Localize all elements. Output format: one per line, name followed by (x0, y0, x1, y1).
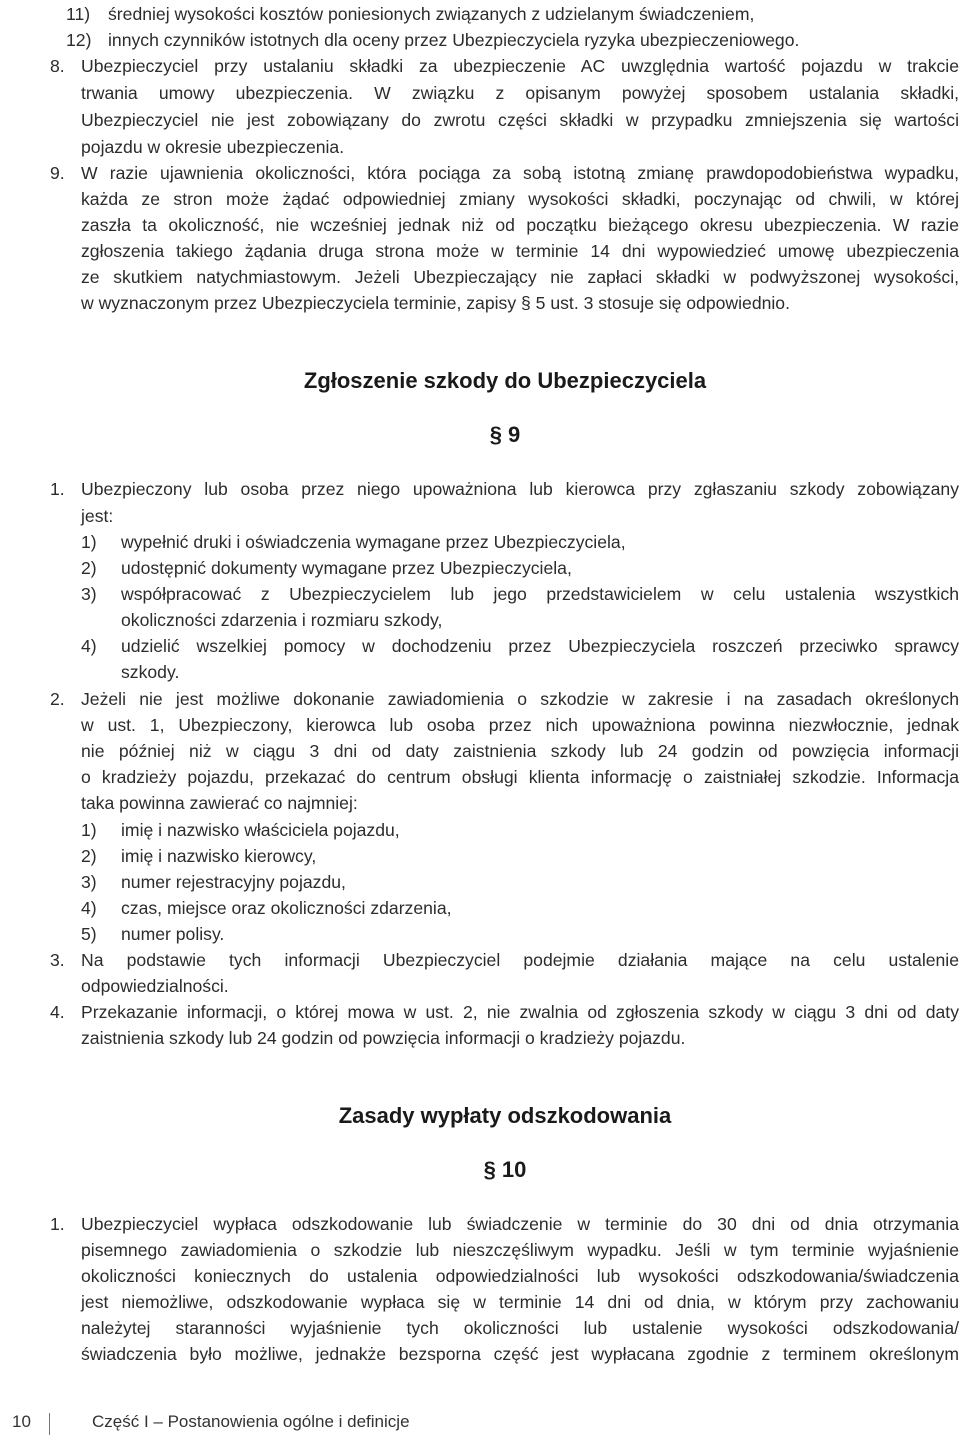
list-item-text: imię i nazwisko właściciela pojazdu, (121, 820, 400, 840)
page-number: 10 (12, 1412, 31, 1431)
paragraph-number: 3. (50, 950, 65, 970)
paragraph-line: nie później niż w ciągu 3 dni od daty zaistnienia szkody lub 24 godzin od powzięcia informacji (81, 741, 959, 761)
paragraph-line: w ust. 1, Ubezpieczony, kierowca lub osoba przez nich upoważniona powinna niezwłocznie, jednak (81, 715, 959, 735)
list-number: 3) (81, 872, 97, 892)
list-number: 4) (81, 898, 97, 918)
list-item-text: czas, miejsce oraz okoliczności zdarzenia, (121, 898, 452, 918)
paragraph-line: o kradzieży pojazdu, przekazać do centrum obsługi klienta informację o zaistniałej szkodzie. Informacja (81, 767, 959, 787)
list-number: 4) (81, 636, 97, 656)
paragraph-line: zgłoszenia takiego żądania druga strona może w terminie 14 dni wypowiedzieć umowę ubezpieczenia (81, 241, 959, 261)
section-heading: Zasady wypłaty odszkodowania (338, 1103, 672, 1128)
paragraph-line: należytej staranności wyjaśnienie tych okoliczności lub ustalenie wysokości odszkodowania/ (81, 1318, 959, 1338)
paragraph-line: Ubezpieczyciel nie jest zobowiązany do zwrotu części składki w przypadku zmniejszenia się wartości (81, 110, 959, 130)
paragraph-line: Ubezpieczyciel wypłaca odszkodowanie lub świadczenie w terminie do 30 dni od dnia otrzymania (81, 1214, 959, 1234)
paragraph-line: W razie ujawnienia okoliczności, która pociąga za sobą istotną zmianę prawdopodobieństwa wypadku, (81, 163, 959, 183)
paragraph-line: okoliczności koniecznych do ustalenia odpowiedzialności lub wysokości odszkodowania/świadczenia (81, 1266, 959, 1286)
list-item-text: średniej wysokości kosztów poniesionych związanych z udzielanym świadczeniem, (108, 4, 755, 24)
list-number: 1) (81, 532, 97, 552)
section-number: § 10 (483, 1157, 527, 1182)
list-item-text: innych czynników istotnych dla oceny przez Ubezpieczyciela ryzyka ubezpieczeniowego. (108, 30, 800, 50)
paragraph-line: zaszła ta okoliczność, nie wcześniej jednak niż od początku bieżącego okresu ubezpieczenia. W razie (81, 215, 959, 235)
paragraph-line: Na podstawie tych informacji Ubezpieczyciel podejmie działania mające na celu ustalenie (81, 950, 959, 970)
list-item-text: numer rejestracyjny pojazdu, (121, 872, 346, 892)
paragraph-line: świadczenia było możliwe, jednakże bezsporna część jest wypłacana zgodnie z terminem określonym (81, 1344, 959, 1364)
section-heading: Zgłoszenie szkody do Ubezpieczyciela (303, 368, 707, 393)
paragraph-line: Jeżeli nie jest możliwe dokonanie zawiadomienia o szkodzie w zakresie i na zasadach określonych (81, 689, 959, 709)
paragraph-line: jest niemożliwe, odszkodowanie wypłaca się w terminie 14 dni od dnia, w którym przy zachowaniu (81, 1292, 959, 1312)
paragraph-line: w wyznaczonym przez Ubezpieczyciela terminie, zapisy § 5 ust. 3 stosuje się odpowiednio. (81, 293, 790, 313)
paragraph-line: Przekazanie informacji, o której mowa w ust. 2, nie zwalnia od zgłoszenia szkody w ciągu 3 dni od daty (81, 1002, 959, 1022)
footer-divider (49, 1413, 50, 1435)
paragraph-line: ze skutkiem natychmiastowym. Jeżeli Ubezpieczający nie zapłaci składki w podwyższonej wysokości, (81, 267, 959, 287)
list-item-text: wypełnić druki i oświadczenia wymagane przez Ubezpieczyciela, (121, 532, 626, 552)
paragraph-line: Ubezpieczony lub osoba przez niego upoważniona lub kierowca przy zgłaszaniu szkody zobowiązany (81, 479, 959, 499)
list-number: 1) (81, 820, 97, 840)
paragraph-line: pisemnego zawiadomienia o szkodzie lub nieszczęśliwym wypadku. Jeśli w tym terminie wyjaśnienie (81, 1240, 959, 1260)
paragraph-number: 9. (50, 163, 65, 183)
list-number: 5) (81, 924, 97, 944)
paragraph-line: jest: (81, 506, 114, 526)
paragraph-number: 1. (50, 1214, 65, 1234)
paragraph-line: Ubezpieczyciel przy ustalaniu składki za ubezpieczenie AC uwzględnia wartość pojazdu w trakcie (81, 56, 959, 76)
paragraph-line: zaistnienia szkody lub 24 godzin od powzięcia informacji o kradzieży pojazdu. (81, 1028, 686, 1048)
footer-section-title: Część I – Postanowienia ogólne i definicje (92, 1412, 410, 1431)
list-item-text: szkody. (121, 662, 180, 682)
list-item-text: imię i nazwisko kierowcy, (121, 846, 317, 866)
list-item-text: numer polisy. (121, 924, 225, 944)
list-number: 11) (66, 4, 91, 24)
list-number: 2) (81, 558, 97, 578)
list-item-text: udzielić wszelkiej pomocy w dochodzeniu przez Ubezpieczyciela roszczeń przeciwko sprawcy (121, 636, 959, 656)
list-number: 12) (66, 30, 92, 50)
list-number: 2) (81, 846, 97, 866)
section-number: § 9 (489, 422, 521, 447)
list-item-text: okoliczności zdarzenia i rozmiaru szkody, (121, 610, 443, 630)
list-number: 3) (81, 584, 97, 604)
paragraph-number: 8. (50, 56, 65, 76)
paragraph-number: 1. (50, 479, 65, 499)
paragraph-line: odpowiedzialności. (81, 976, 229, 996)
paragraph-line: taka powinna zawierać co najmniej: (81, 793, 358, 813)
paragraph-line: trwania umowy ubezpieczenia. W związku z opisanym powyżej sposobem ustalania składki, (81, 83, 959, 103)
paragraph-line: każda ze stron może żądać odpowiedniej zmiany wysokości składki, poczynając od chwili, w której (81, 189, 959, 209)
paragraph-number: 2. (50, 689, 65, 709)
paragraph-number: 4. (50, 1002, 65, 1022)
paragraph-line: pojazdu w okresie ubezpieczenia. (81, 137, 345, 157)
list-item-text: współpracować z Ubezpieczycielem lub jego przedstawicielem w celu ustalenia wszystkich (121, 584, 959, 604)
list-item-text: udostępnić dokumenty wymagane przez Ubezpieczyciela, (121, 558, 572, 578)
